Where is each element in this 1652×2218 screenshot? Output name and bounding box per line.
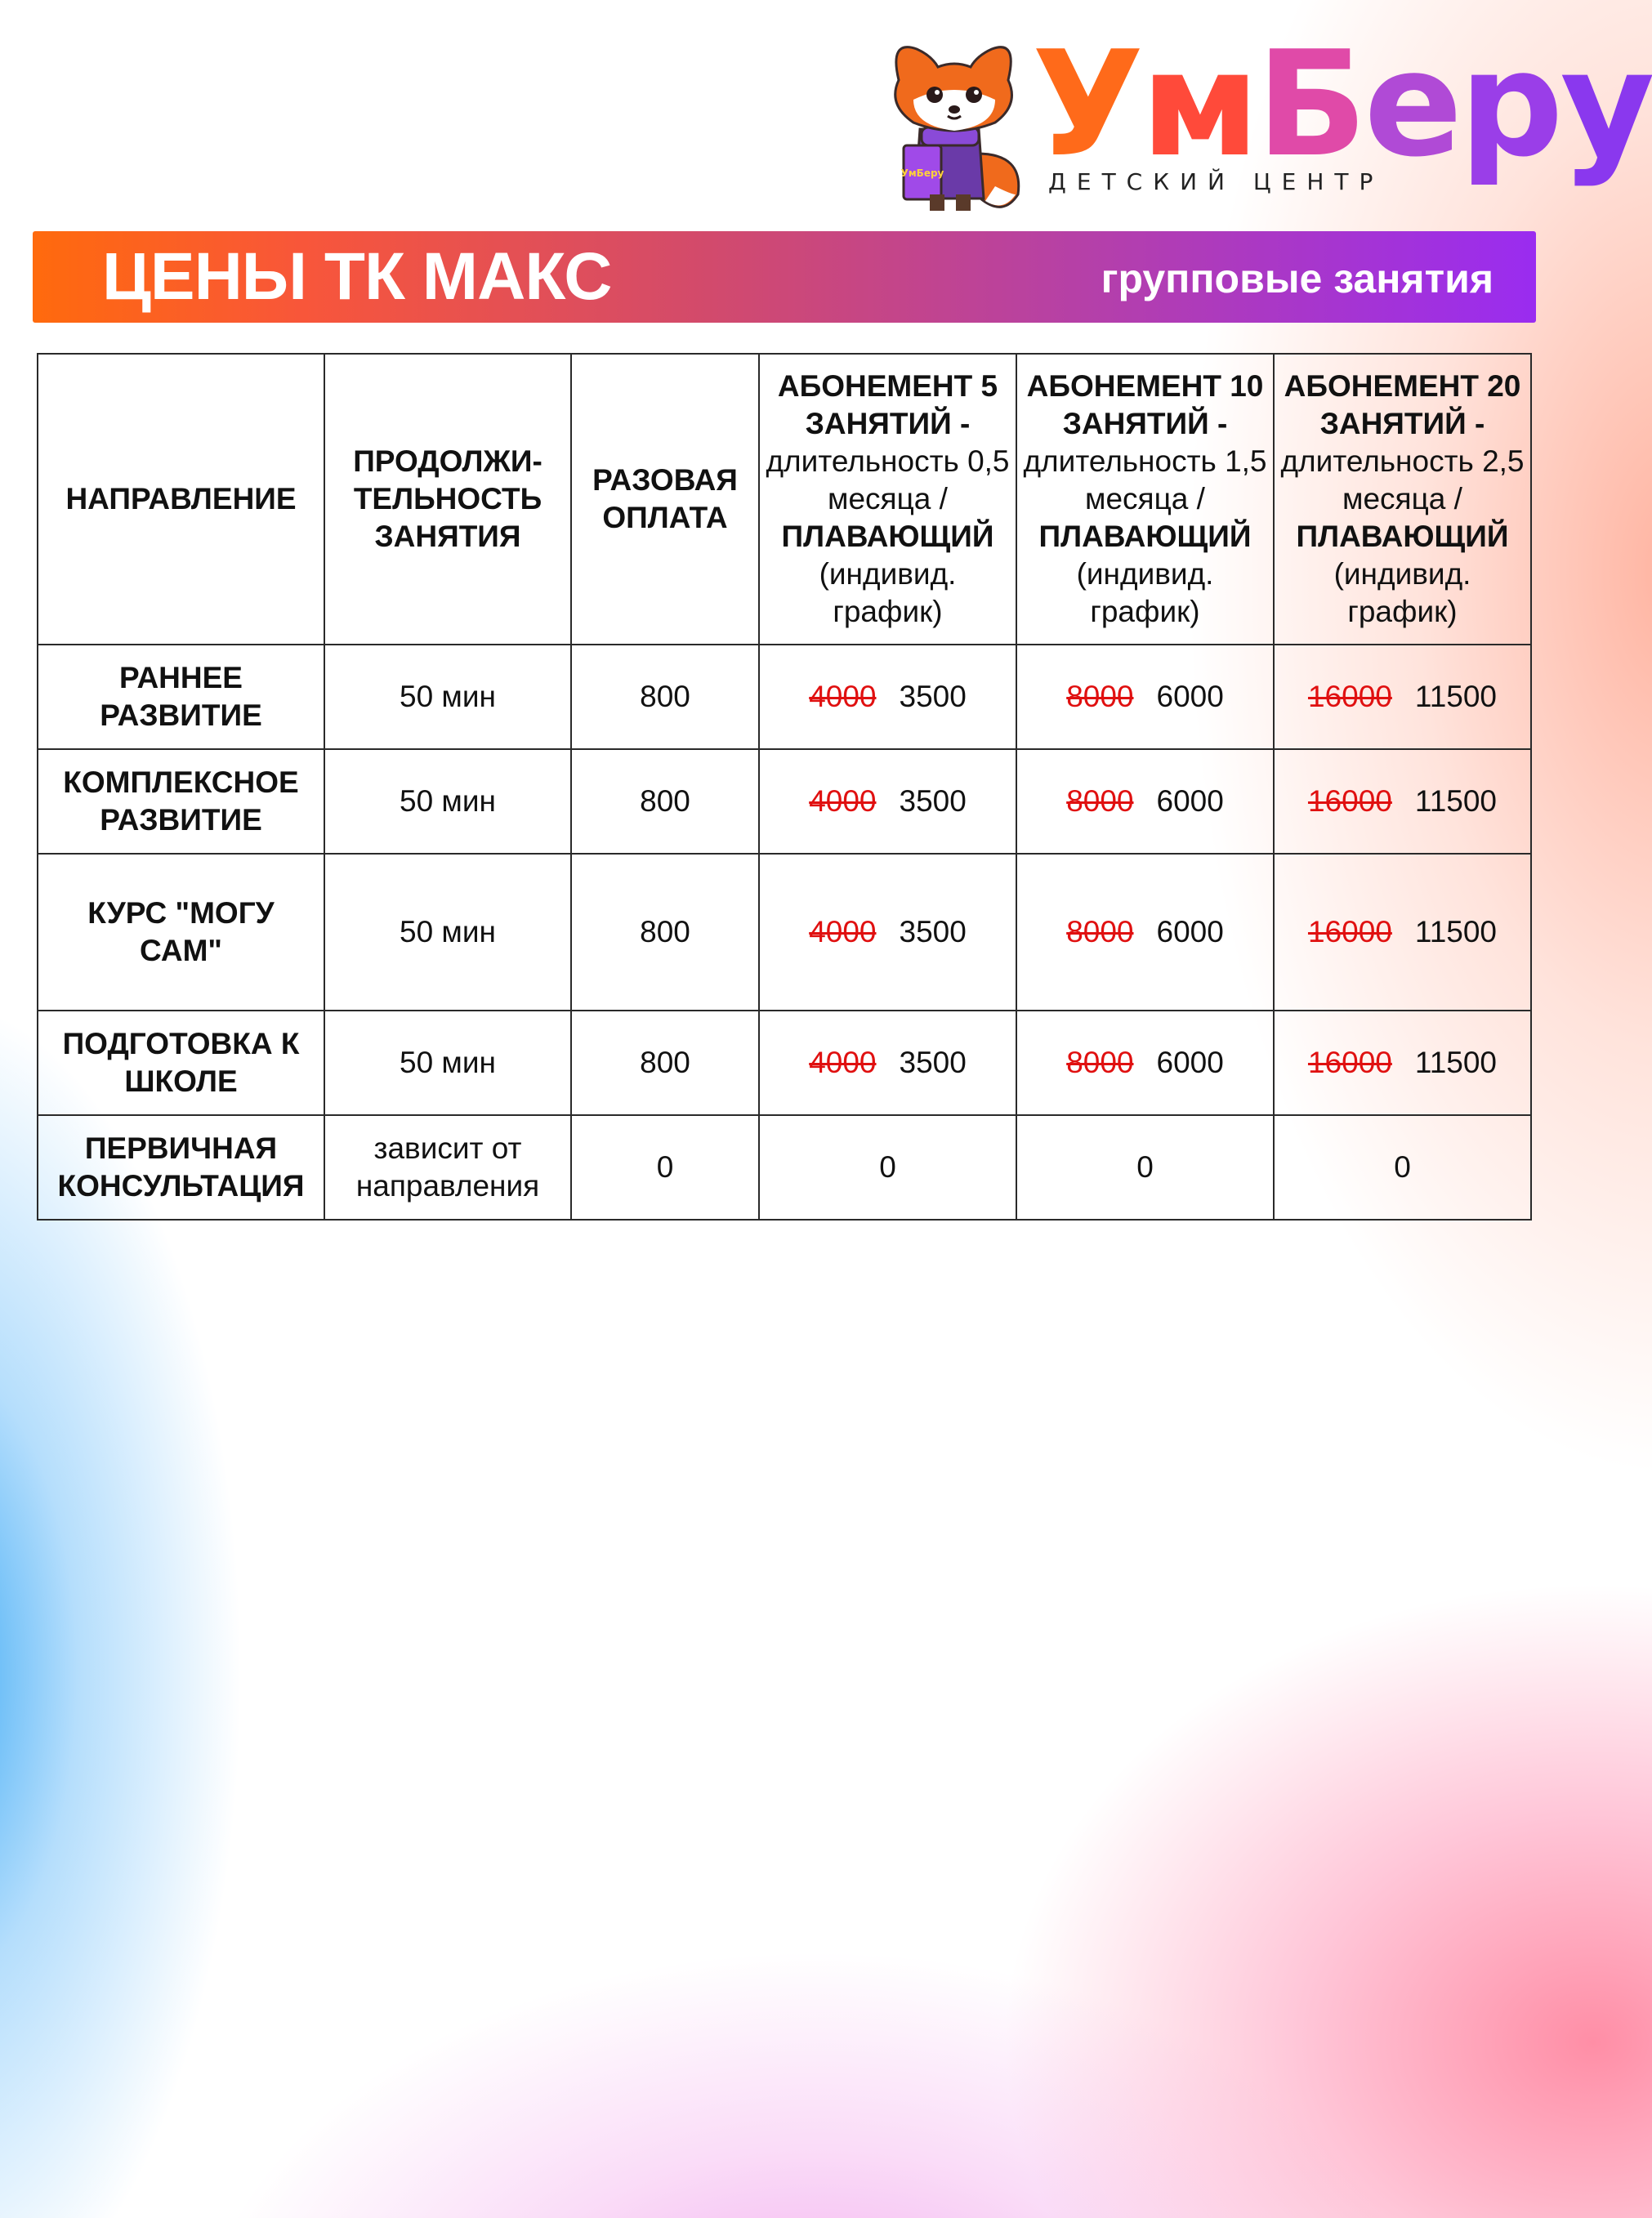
header-direction: НАПРАВЛЕНИЕ	[38, 354, 324, 645]
row-sub20-price: 0	[1274, 1115, 1531, 1220]
new-price: 3500	[899, 915, 967, 948]
new-price: 3500	[899, 784, 967, 818]
row-direction: ПОДГОТОВКА К ШКОЛЕ	[38, 1011, 324, 1115]
row-single-price: 800	[571, 854, 759, 1011]
page-title: ЦЕНЫ ТК МАКС	[102, 239, 612, 314]
header-single-payment: РАЗОВАЯ ОПЛАТА	[571, 354, 759, 645]
table-row	[38, 854, 1531, 1011]
row-direction: КОМПЛЕКСНОЕ РАЗВИТИЕ	[38, 749, 324, 854]
row-single-price: 800	[571, 1011, 759, 1115]
new-price: 11500	[1414, 784, 1498, 818]
new-price: 11500	[1414, 680, 1498, 713]
brand-letter: м	[1141, 20, 1257, 189]
row-sub20-price	[1274, 1011, 1531, 1115]
row-sub10-price	[1016, 749, 1274, 854]
row-duration: 50 мин	[324, 1011, 571, 1115]
row-sub20-price	[1274, 645, 1531, 749]
new-price: 11500	[1414, 915, 1498, 948]
row-sub10-price	[1016, 645, 1274, 749]
brand-letter: у	[1560, 20, 1652, 189]
price-table	[37, 353, 1532, 1221]
old-price: 8000	[1066, 680, 1134, 713]
book-label: УмБеру	[900, 167, 944, 179]
header-subscription-10: АБОНЕМЕНТ 10 ЗАНЯТИЙ - длительность 1,5 месяца / ПЛАВАЮЩИЙ (индивид. график)	[1016, 354, 1274, 645]
old-price: 16000	[1307, 680, 1392, 713]
row-sub5-price	[759, 854, 1016, 1011]
header-subscription-20: АБОНЕМЕНТ 20 ЗАНЯТИЙ - длительность 2,5 месяца / ПЛАВАЮЩИЙ (индивид. график)	[1274, 354, 1531, 645]
row-direction: ПЕРВИЧНАЯ КОНСУЛЬТАЦИЯ	[38, 1115, 324, 1220]
row-duration: 50 мин	[324, 854, 571, 1011]
brand-letter: У	[1032, 20, 1141, 189]
old-price: 4000	[809, 1046, 877, 1079]
new-price: 6000	[1156, 784, 1224, 818]
brand-logo	[881, 20, 1652, 215]
row-single-price: 800	[571, 645, 759, 749]
title-banner	[33, 231, 1536, 323]
row-sub5-price: 0	[759, 1115, 1016, 1220]
old-price: 8000	[1066, 915, 1134, 948]
table-row	[38, 1115, 1531, 1220]
old-price: 16000	[1307, 1046, 1392, 1079]
old-price: 4000	[809, 680, 877, 713]
row-sub10-price	[1016, 1011, 1274, 1115]
row-sub5-price	[759, 749, 1016, 854]
old-price: 16000	[1307, 915, 1392, 948]
new-price: 6000	[1156, 1046, 1224, 1079]
table-row	[38, 749, 1531, 854]
row-single-price: 0	[571, 1115, 759, 1220]
brand-letter: р	[1459, 20, 1560, 189]
table-row	[38, 645, 1531, 749]
row-direction: КУРС "МОГУ САМ"	[38, 854, 324, 1011]
page-subtitle: групповые занятия	[1101, 256, 1493, 301]
brand-letter: Б	[1256, 20, 1364, 189]
brand-subtitle: ДЕТСКИЙ ЦЕНТР	[1048, 168, 1384, 195]
table-row	[38, 1011, 1531, 1115]
header-subscription-5: АБОНЕМЕНТ 5 ЗАНЯТИЙ - длительность 0,5 месяца / ПЛАВАЮЩИЙ (индивид. график)	[759, 354, 1016, 645]
header-duration: ПРОДОЛЖИ- ТЕЛЬНОСТЬ ЗАНЯТИЯ	[324, 354, 571, 645]
table-header-row	[38, 354, 1531, 645]
row-single-price: 800	[571, 749, 759, 854]
row-sub5-price	[759, 1011, 1016, 1115]
old-price: 4000	[809, 915, 877, 948]
row-sub10-price	[1016, 854, 1274, 1011]
row-duration: 50 мин	[324, 645, 571, 749]
old-price: 16000	[1307, 784, 1392, 818]
brand-letter: е	[1364, 20, 1460, 189]
new-price: 6000	[1156, 915, 1224, 948]
new-price: 6000	[1156, 680, 1224, 713]
old-price: 8000	[1066, 784, 1134, 818]
new-price: 3500	[899, 680, 967, 713]
old-price: 4000	[809, 784, 877, 818]
new-price: 11500	[1414, 1046, 1498, 1079]
row-sub5-price	[759, 645, 1016, 749]
row-duration: 50 мин	[324, 749, 571, 854]
old-price: 8000	[1066, 1046, 1134, 1079]
row-sub20-price	[1274, 854, 1531, 1011]
fox-mascot-icon	[881, 31, 1028, 215]
row-duration: зависит от направления	[324, 1115, 571, 1220]
row-sub20-price	[1274, 749, 1531, 854]
new-price: 3500	[899, 1046, 967, 1079]
row-direction: РАННЕЕ РАЗВИТИЕ	[38, 645, 324, 749]
row-sub10-price: 0	[1016, 1115, 1274, 1220]
